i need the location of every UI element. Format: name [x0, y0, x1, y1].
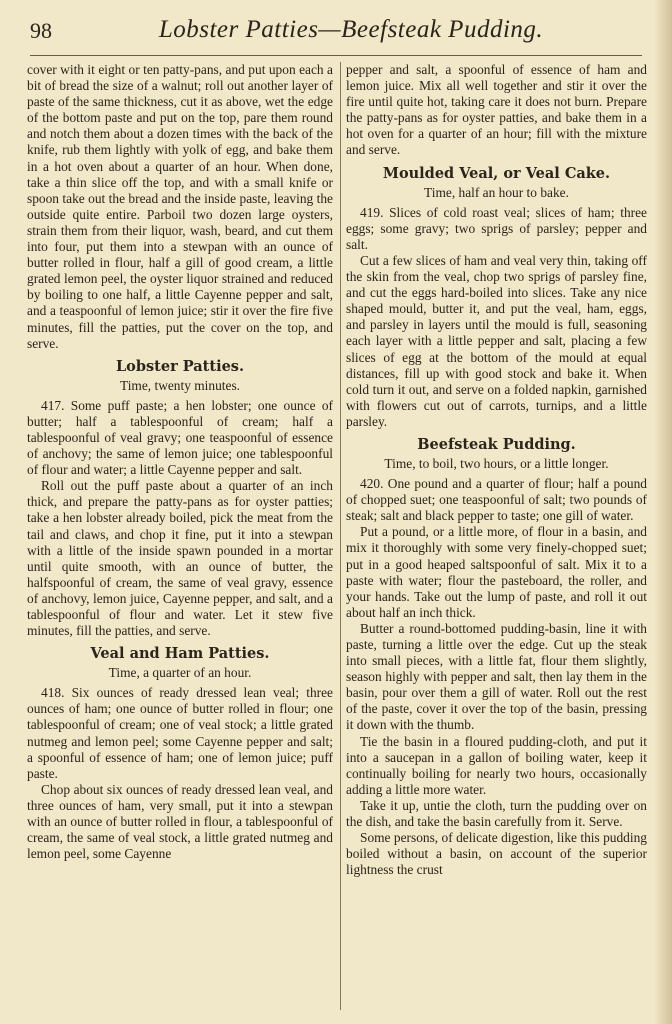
continued-paragraph: cover with it eight or ten patty-pans, and put upon each a bit of bread the size of a walnut; roll out another layer of paste of the same thickness, cut it as above, wet the edge of the bottom paste and put on the top, pare them round and notch them about a dozen times with the back of the knife, rub them lightly with yolk of egg, and bake them in a hot oven about a quarter of an hour. When done, take a thin slice off the top, and with a small knife or spoon take out the bread and the inside paste, leaving the outside quite entire. Parboil two dozen large oysters, strain them from their liquor, wash, beard, and cut them into four, put them into a stewpan with an ounce of butter rolled in flour, half a gill of good cream, a little grated lemon peel, the oyster liquor strained and reduced by boiling to one half, a little Cayenne pepper and salt, and a teaspoonful of lemon juice; stir it over the fire five minutes, fill the patties, put the cover on the top, and serve. [27, 62, 333, 351]
recipe-time: Time, a quarter of an hour. [108, 665, 252, 681]
recipe-title-veal-ham-patties: Veal and Ham Patties. [90, 645, 270, 663]
method-paragraph: Put a pound, or a little more, of flour in a basin, and mix it thoroughly with some very finely-chopped suet; put in a good heaped saltspoonful of salt. Mix it to a paste with water; flour the pasteboard, the roller, and your hands. Take out the lump of paste, and roll it out about half an inch thick. [346, 524, 647, 620]
page-header [0, 18, 672, 54]
ingredients-paragraph: 420. One pound and a quarter of flour; half a pound of chopped suet; one teaspoonful of salt; two pounds of steak; salt and black pepper to taste; one gill of water. [346, 476, 647, 524]
page-number: 98 [30, 18, 52, 43]
recipe-time: Time, half an hour to bake. [424, 184, 569, 200]
running-title: Lobster Patties—Beefsteak Pudding. [158, 16, 544, 43]
method-paragraph: Butter a round-bottomed pudding-basin, line it with paste, turning a little over the edge. Cut up the steak into small pieces, with a little fat, flour them slightly, season highly with pepper and salt, then lay them in the basin, pour over them a gill of water. Roll out the rest of the paste, cover it over the top of the basin, pressing it down with the thumb. [346, 620, 647, 733]
right-column [346, 62, 647, 878]
method-paragraph: Some persons, of delicate digestion, like this pudding boiled without a basin, on account of the superior lightness the crust [346, 830, 647, 878]
ingredients-paragraph: 417. Some puff paste; a hen lobster; one ounce of butter; half a tablespoonful of cream; half a tablespoonful of veal gravy; one teaspoonful of essence of anchovy; the same of lemon juice; one tablespoonful of flour and water; a little Cayenne pepper and salt. [27, 397, 333, 478]
column-divider [340, 62, 341, 1010]
method-paragraph: Chop about six ounces of ready dressed lean veal, and three ounces of ham, very small, put it into a stewpan with an ounce of butter rolled in flour, a tablespoonful of cream, the same of veal stock, a little grated nutmeg and lemon peel, some Cayenne [27, 781, 333, 862]
header-rule [30, 55, 642, 56]
recipe-title-moulded-veal: Moulded Veal, or Veal Cake. [382, 164, 611, 182]
ingredients-paragraph: 418. Six ounces of ready dressed lean veal; three ounces of ham; one ounce of butter rolled in flour; one tablespoonful of cream; one of veal stock; a little grated nutmeg and lemon peel; some Cayenne pepper and salt; a spoonful of essence of ham; one of lemon juice; puff paste. [27, 685, 333, 781]
method-paragraph: Tie the basin in a floured pudding-cloth, and put it into a saucepan in a gallon of boiling water, keep it continually boiling for nearly two hours, occasionally adding a little more water. [346, 733, 647, 797]
left-column [27, 62, 333, 862]
method-paragraph: Cut a few slices of ham and veal very thin, taking off the skin from the veal, chop two sprigs of parsley fine, and cut the eggs hard-boiled into slices. Take any nice shaped mould, butter it, and put the veal, ham, eggs, and parsley in layers until the mould is full, seasoning each layer with a little pepper and salt, placing a few slices of egg at the bottom of the mould at equal distances, fill up with good stock and bake it. When cold turn it out, and serve on a folded napkin, garnished with flowers cut out of carrots, turnips, and a little parsley. [346, 252, 647, 429]
method-paragraph: Roll out the puff paste about a quarter of an inch thick, and prepare the patty-pans as for oyster patties; take a hen lobster already boiled, pick the meat from the tail and claws, and chop it fine, put it into a stewpan with a little of the inside spawn pounded in a mortar until quite smooth, with an ounce of butter, the halfspoonful of cream, the same of veal gravy, essence of anchovy, lemon juice, Cayenne pepper, and salt, and a tablespoonful of flour and water. Let it stew five minutes, fill the patties, and serve. [27, 478, 333, 639]
continued-paragraph: pepper and salt, a spoonful of essence of ham and lemon juice. Mix all well together and stir it over the fire until quite hot, taking care it does not burn. Prepare the patty-pans as for oyster patties, and bake them in a hot oven for a quarter of an hour; fill with the mixture and serve. [346, 62, 647, 158]
ingredients-paragraph: 419. Slices of cold roast veal; slices of ham; three eggs; some gravy; two sprigs of parsley; pepper and salt. [346, 204, 647, 252]
recipe-time: Time, twenty minutes. [119, 377, 241, 393]
recipe-title-lobster-patties: Lobster Patties. [115, 357, 245, 375]
method-paragraph: Take it up, untie the cloth, turn the pudding over on the dish, and take the basin carefully from it. Serve. [346, 797, 647, 830]
recipe-title-beefsteak-pudding: Beefsteak Pudding. [417, 435, 576, 453]
recipe-time: Time, to boil, two hours, or a little longer. [384, 455, 609, 471]
page-edge-shadow [654, 0, 672, 1024]
